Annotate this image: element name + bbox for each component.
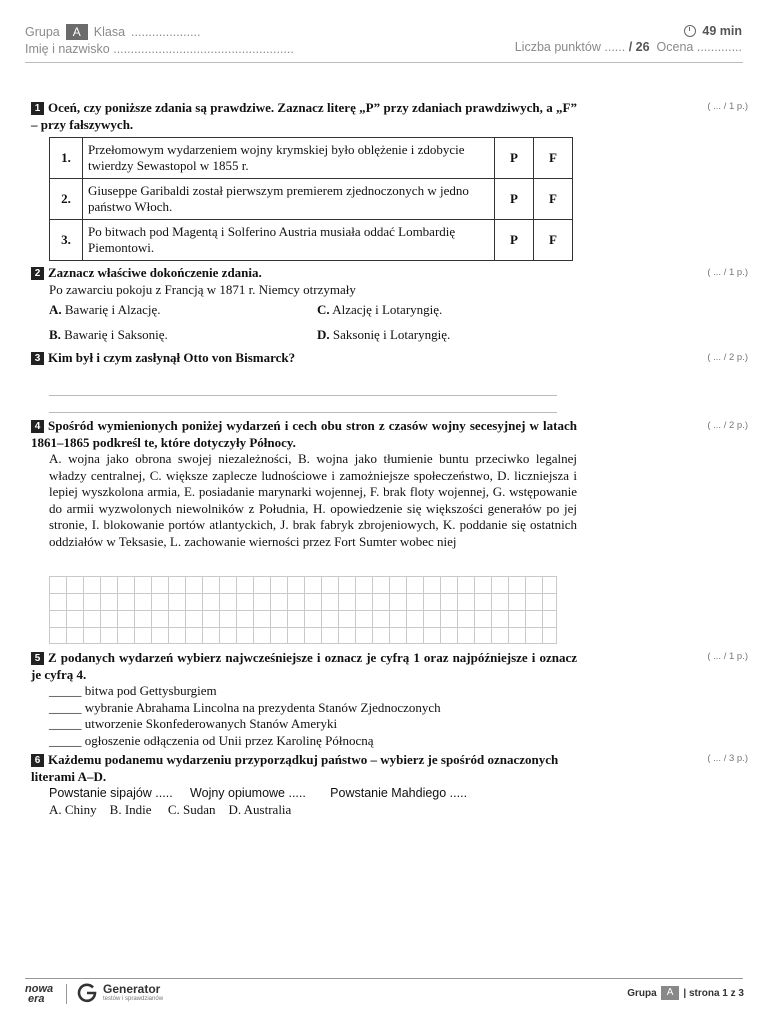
answer-f[interactable]: F xyxy=(534,220,573,261)
option-a[interactable]: A. Bawarię i Alzację. xyxy=(49,302,161,317)
answer-p[interactable]: P xyxy=(495,179,534,220)
task-4-body: A. wojna jako obrona swojej niezależności, B. wojna jako tłumienie buntu przeciwko legalnej władzy centralnej, C. większe zaplecze ludnościowe i zamożniejsze społeczeństwo, D. liczniejsza i lepiej wyszkolona armia, E. posiadanie marynarki wojennej, F. brak floty wojennej, G. wstępowanie do armii wyzwolonych niewolników z Południa, H. opowiedzenie się większości generałów po jej stronie, I. blokowanie portów atlantyckich, J. brak fabryk zbrojeniowych, K. poddanie się ostatnich oddziałów w Teksasie, L. zachowanie wierności przez Fort Sumter wobec niej xyxy=(49,451,577,549)
task-number: 4 xyxy=(31,420,44,433)
answer-p[interactable]: P xyxy=(495,138,534,179)
answer-line[interactable] xyxy=(49,395,557,396)
task-1-question: 1 Oceń, czy poniższe zdania są prawdziwe. Zaznacz literę „P” przy zdaniach prawdziwych, a „F” – przy fałszywych. xyxy=(31,100,577,132)
task-6-points: ( ... / 3 p.) xyxy=(707,753,748,764)
header-divider xyxy=(25,62,743,63)
row-number: 1. xyxy=(50,138,83,179)
task-4 xyxy=(31,418,577,550)
event-item[interactable]: Powstanie Mahdiego ..... xyxy=(330,786,468,800)
option-c[interactable]: C. Alzację i Lotaryngię. xyxy=(317,302,443,317)
task-2 xyxy=(31,265,577,343)
points-total: / 26 xyxy=(628,40,650,54)
option-d[interactable]: D. Saksonię i Lotaryngię. xyxy=(317,326,451,342)
task-6 xyxy=(31,752,577,818)
time-limit: 49 min xyxy=(702,24,742,38)
task-2-stem: Po zawarciu pokoju z Francją w 1871 r. Niemcy otrzymały xyxy=(49,281,356,297)
country-item: A. Chiny xyxy=(49,801,97,817)
generator-logo-text: Generator testów i sprawdzianów xyxy=(103,982,164,1002)
task-number: 1 xyxy=(31,102,44,115)
task-3-points: ( ... / 2 p.) xyxy=(707,352,748,363)
table-row xyxy=(50,138,573,179)
grade-field: ............. xyxy=(696,40,742,54)
true-false-table xyxy=(49,137,573,261)
class-label: Klasa xyxy=(93,25,126,39)
page-number: | strona 1 z 3 xyxy=(683,987,744,999)
statement: Giuseppe Garibaldi został pierwszym premierem zjednoczonych w jedno państwo Włoch. xyxy=(83,179,495,220)
answer-f[interactable]: F xyxy=(534,179,573,220)
answer-p[interactable]: P xyxy=(495,220,534,261)
footer-group-label: Grupa xyxy=(627,987,657,999)
name-field: .................................................... xyxy=(113,42,294,56)
task-number: 3 xyxy=(31,352,44,365)
nowa-era-logo: nowa era xyxy=(25,983,54,1005)
group-badge: A xyxy=(66,24,88,40)
points-field: ...... xyxy=(604,40,626,54)
grade-label: Ocena xyxy=(656,40,694,54)
list-item[interactable]: _____ ogłoszenie odłączenia od Unii przez Karolinę Północną xyxy=(49,732,374,748)
country-list xyxy=(31,802,577,819)
event-list xyxy=(31,785,577,802)
country-item: B. Indie xyxy=(109,801,152,817)
list-item[interactable]: _____ utworzenie Skonfederowanych Stanów Ameryki xyxy=(49,716,338,731)
header-right xyxy=(515,24,742,54)
task-number: 5 xyxy=(31,652,44,665)
task-3 xyxy=(31,350,577,367)
list-item[interactable]: _____ bitwa pod Gettysburgiem xyxy=(49,683,217,698)
clock-icon xyxy=(684,25,696,37)
task-2-question: 2 Zaznacz właściwe dokończenie zdania. xyxy=(31,265,577,282)
task-2-points: ( ... / 1 p.) xyxy=(707,267,748,278)
logo-separator xyxy=(66,984,67,1004)
answer-f[interactable]: F xyxy=(534,138,573,179)
task-3-question: 3 Kim był i czym zasłynął Otto von Bismarck? xyxy=(31,350,577,367)
answer-grid[interactable] xyxy=(49,576,557,644)
footer-group-badge: A xyxy=(661,986,680,1000)
event-item[interactable]: Powstanie sipajów ..... xyxy=(49,786,173,800)
footer-page-info xyxy=(627,986,744,1000)
task-5-points: ( ... / 1 p.) xyxy=(707,651,748,662)
answer-options xyxy=(31,302,577,343)
table-row xyxy=(50,179,573,220)
statement: Po bitwach pod Magentą i Solferino Austria musiała oddać Lombardię Piemontowi. xyxy=(83,220,495,261)
task-6-question: 6 Każdemu podanemu wydarzeniu przyporządkuj państwo – wybierz je spośród oznaczonych literami A–D. xyxy=(31,752,559,784)
task-1 xyxy=(31,100,577,261)
task-5-question: 5 Z podanych wydarzeń wybierz najwcześniejsze i oznacz je cyfrą 1 oraz najpóźniejsze i oznacz je cyfrą 4. xyxy=(31,650,577,682)
name-label: Imię i nazwisko xyxy=(25,42,110,56)
table-row xyxy=(50,220,573,261)
footer-divider xyxy=(25,978,743,979)
list-item[interactable]: _____ wybranie Abrahama Lincolna na prezydenta Stanów Zjednoczonych xyxy=(49,699,441,715)
group-label: Grupa xyxy=(25,25,60,39)
task-1-points: ( ... / 1 p.) xyxy=(707,101,748,112)
statement: Przełomowym wydarzeniem wojny krymskiej było oblężenie i zdobycie twierdzy Sewastopol w 1855 r. xyxy=(83,138,495,179)
country-item: C. Sudan xyxy=(167,801,216,817)
row-number: 3. xyxy=(50,220,83,261)
event-item[interactable]: Wojny opiumowe ..... xyxy=(190,786,306,800)
row-number: 2. xyxy=(50,179,83,220)
points-label: Liczba punktów xyxy=(514,40,601,54)
class-field: .................... xyxy=(131,25,201,39)
task-5 xyxy=(31,650,577,749)
header-left xyxy=(25,24,294,56)
option-b[interactable]: B. Bawarię i Saksonię. xyxy=(49,326,168,342)
task-4-points: ( ... / 2 p.) xyxy=(707,420,748,431)
task-4-question: 4 Spośród wymienionych poniżej wydarzeń i cech obu stron z czasów wojny secesyjnej w latach 1861–1865 podkreśl te, które dotyczyły Północy. xyxy=(31,418,577,450)
generator-logo-icon xyxy=(76,982,98,1004)
answer-line[interactable] xyxy=(49,412,557,413)
task-number: 2 xyxy=(31,267,44,280)
country-item: D. Australia xyxy=(228,801,292,817)
task-number: 6 xyxy=(31,754,44,767)
